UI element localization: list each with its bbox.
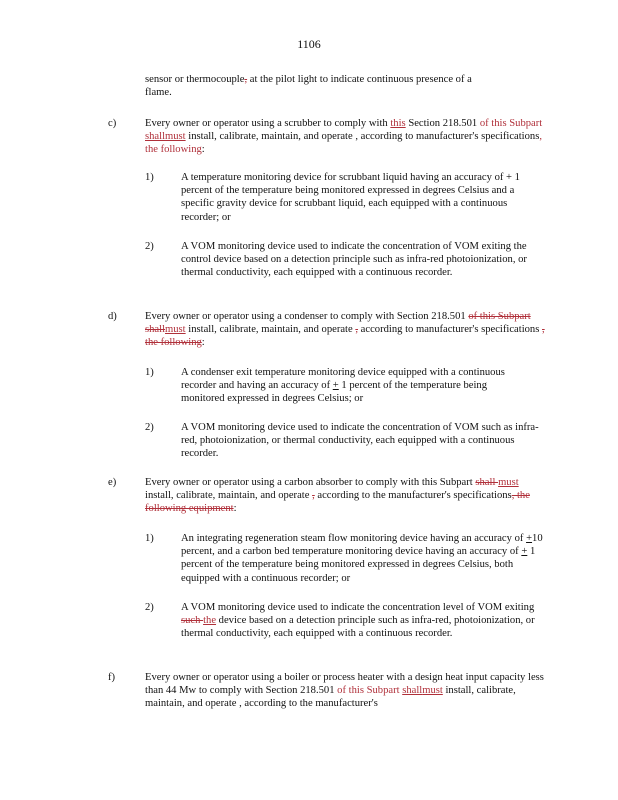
section-label-e: e) (108, 477, 117, 488)
inserted-text: must (422, 685, 443, 697)
deleted-text: shall (145, 131, 166, 143)
section-label-f: f) (108, 672, 116, 683)
page-number: 1106 (297, 37, 321, 51)
item-label: 1) (145, 533, 154, 544)
deleted-text: , the following equipment (145, 490, 530, 515)
deleted-text: , the following (145, 324, 545, 349)
section-e-text: Every owner or operator using a carbon absorber to comply with this Subpart shall must install, calibrate, maintain, and operate , according to the manufacturer's specifications, the following equipment: (145, 477, 530, 515)
deleted-text: shall (402, 685, 423, 697)
inserted-text: this (390, 118, 406, 129)
inserted-text: , the following (145, 131, 542, 156)
inserted-text: the (203, 615, 217, 627)
section-c-item-1: A temperature monitoring device for scrubbant liquid having an accuracy of + 1 percent of the temperature being monitored expressed in degrees Celsius and a specific gravity device for scrubbant liquid, each equipped with a continuous recorder; or (181, 172, 520, 223)
section-d-text: Every owner or operator using a condenser to comply with Section 218.501 of this Subpart shallmust install, calibrate, maintain, and operate , according to manufacturer's specifications , the following: (145, 311, 545, 349)
section-c-item-2: A VOM monitoring device used to indicate the concentration of VOM exiting the control device based on a detection principle such as infra-red photoionization, or thermal conductivity, each equipped with a continuous recorder. (181, 241, 527, 279)
section-c-text: Every owner or operator using a scrubber to comply with this Section 218.501 of this Subpart shallmust install, calibrate, maintain, and operate , according to manufacturer's specifications, the following: (145, 118, 543, 156)
item-label: 2) (145, 602, 154, 613)
deleted-text: shall (475, 477, 499, 488)
deleted-text: of this Subpart shall (145, 311, 531, 336)
item-label: 1) (145, 172, 154, 183)
section-label-d: d) (108, 311, 117, 322)
section-d-item-2: A VOM monitoring device used to indicate the concentration of VOM such as infra-red, photoionization, or thermal conductivity, each equipped with a continuous recorder. (181, 422, 539, 460)
section-e-item-1: An integrating regeneration steam flow monitoring device having an accuracy of +10 percent, and a carbon bed temperature monitoring device having an accuracy of + 1 percent of the temperature being monitored expressed in degrees Celsius, both equipped with a continuous recorder; or (181, 533, 543, 584)
inserted-text: must (498, 477, 519, 488)
inserted-text: of this Subpart (337, 685, 403, 697)
deleted-text: , (312, 490, 315, 502)
inserted-text: must (165, 324, 186, 336)
section-e-item-2: A VOM monitoring device used to indicate the concentration level of VOM exiting such the device based on a detection principle such as infra-red, photoionization, or thermal conductivity, each equipped with a continuous recorder. (181, 602, 535, 640)
continuation-paragraph: sensor or thermocouple, at the pilot light to indicate continuous presence of a flame. (145, 74, 472, 99)
deleted-text: , (244, 74, 248, 85)
item-label: 1) (145, 367, 154, 378)
inserted-text: must (165, 131, 186, 143)
deleted-text: such (181, 615, 204, 627)
section-f-text: Every owner or operator using a boiler or process heater with a design heat input capacity less than 44 Mw to comply with Section 218.501 of this Subpart shallmust install, calibrate, maintain, and operate , according to the manufacturer's (145, 672, 544, 710)
section-label-c: c) (108, 118, 117, 129)
item-label: 2) (145, 422, 154, 433)
deleted-text: , (355, 324, 359, 336)
item-label: 2) (145, 241, 154, 252)
section-d-item-1: A condenser exit temperature monitoring device equipped with a continuous recorder and having an accuracy of + 1 percent of the temperature being monitored expressed in degrees Celsius; or (181, 367, 505, 405)
inserted-text: of this Subpart (479, 118, 543, 129)
